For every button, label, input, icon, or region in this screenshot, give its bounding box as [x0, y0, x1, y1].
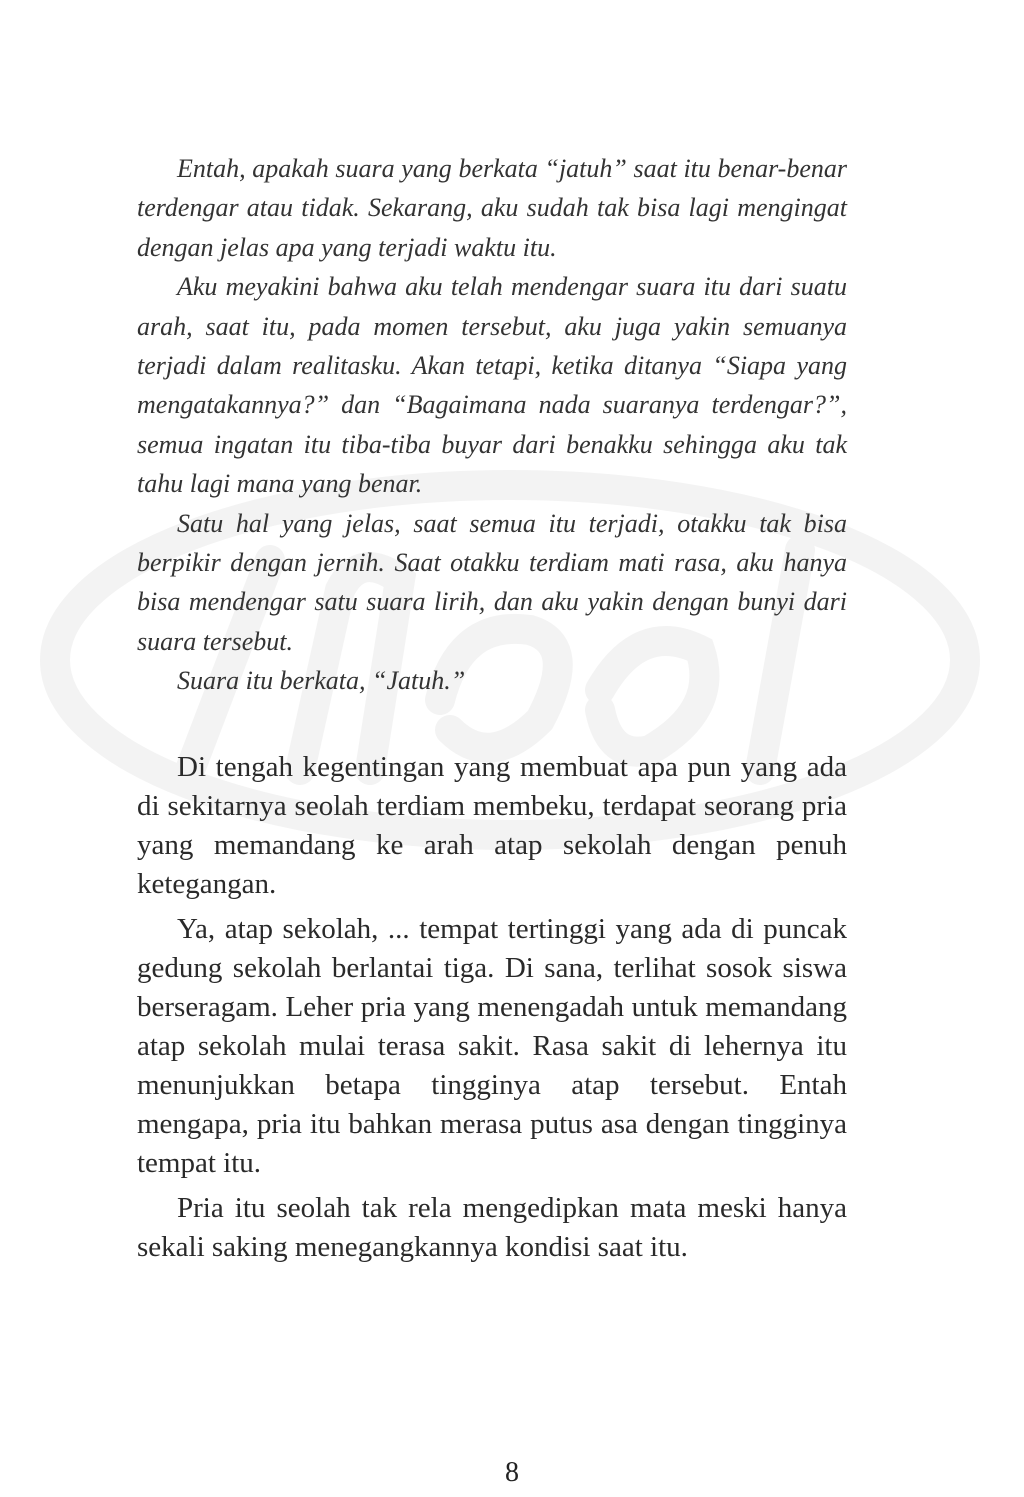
paragraph: Ya, atap sekolah, ... tempat tertinggi yang ada di puncak gedung sekolah berlantai tiga. Di sana, terlihat sosok siswa berseragam. Leher pria yang menengadah untuk memandang atap sekolah mulai terasa sakit. Rasa sakit di lehernya itu menunjukkan betapa tingginya atap tersebut. Entah mengapa, pria itu bahkan merasa putus asa dengan tingginya tempat itu.	[137, 912, 847, 1179]
page-number: 8	[505, 1457, 519, 1488]
paragraph: Aku meyakini bahwa aku telah mendengar suara itu dari suatu arah, saat itu, pada momen tersebut, aku juga yakin semuanya terjadi dalam realitasku. Akan tetapi, ketika ditanya “Siapa yang mengatakannya?” dan “Bagaimana nada suaranya terdengar?”, semua ingatan itu tiba-tiba buyar dari benakku sehingga aku tak tahu lagi mana yang benar.	[137, 272, 847, 499]
body-text	[137, 748, 847, 1267]
paragraph: Satu hal yang jelas, saat semua itu terjadi, otakku tak bisa berpikir dengan jernih. Saat otakku terdiam mati rasa, aku hanya bisa mendengar satu suara lirih, dan aku yakin dengan bunyi dari suara tersebut.	[137, 508, 847, 656]
paragraph: Pria itu seolah tak rela mengedipkan mata meski hanya sekali saking menegangkannya kondisi saat itu.	[137, 1191, 847, 1263]
paragraph: Di tengah kegentingan yang membuat apa pun yang ada di sekitarnya seolah terdiam membeku, terdapat seorang pria yang memandang ke arah atap sekolah dengan penuh ketegangan.	[137, 750, 847, 900]
page-text	[137, 149, 847, 1273]
paragraph: Suara itu berkata, “Jatuh.”	[177, 666, 466, 696]
paragraph: Entah, apakah suara yang berkata “jatuh” saat itu benar-benar terdengar atau tidak. Sekarang, aku sudah tak bisa lagi mengingat dengan jelas apa yang terjadi waktu itu.	[137, 154, 847, 262]
italic-prologue	[137, 149, 847, 701]
